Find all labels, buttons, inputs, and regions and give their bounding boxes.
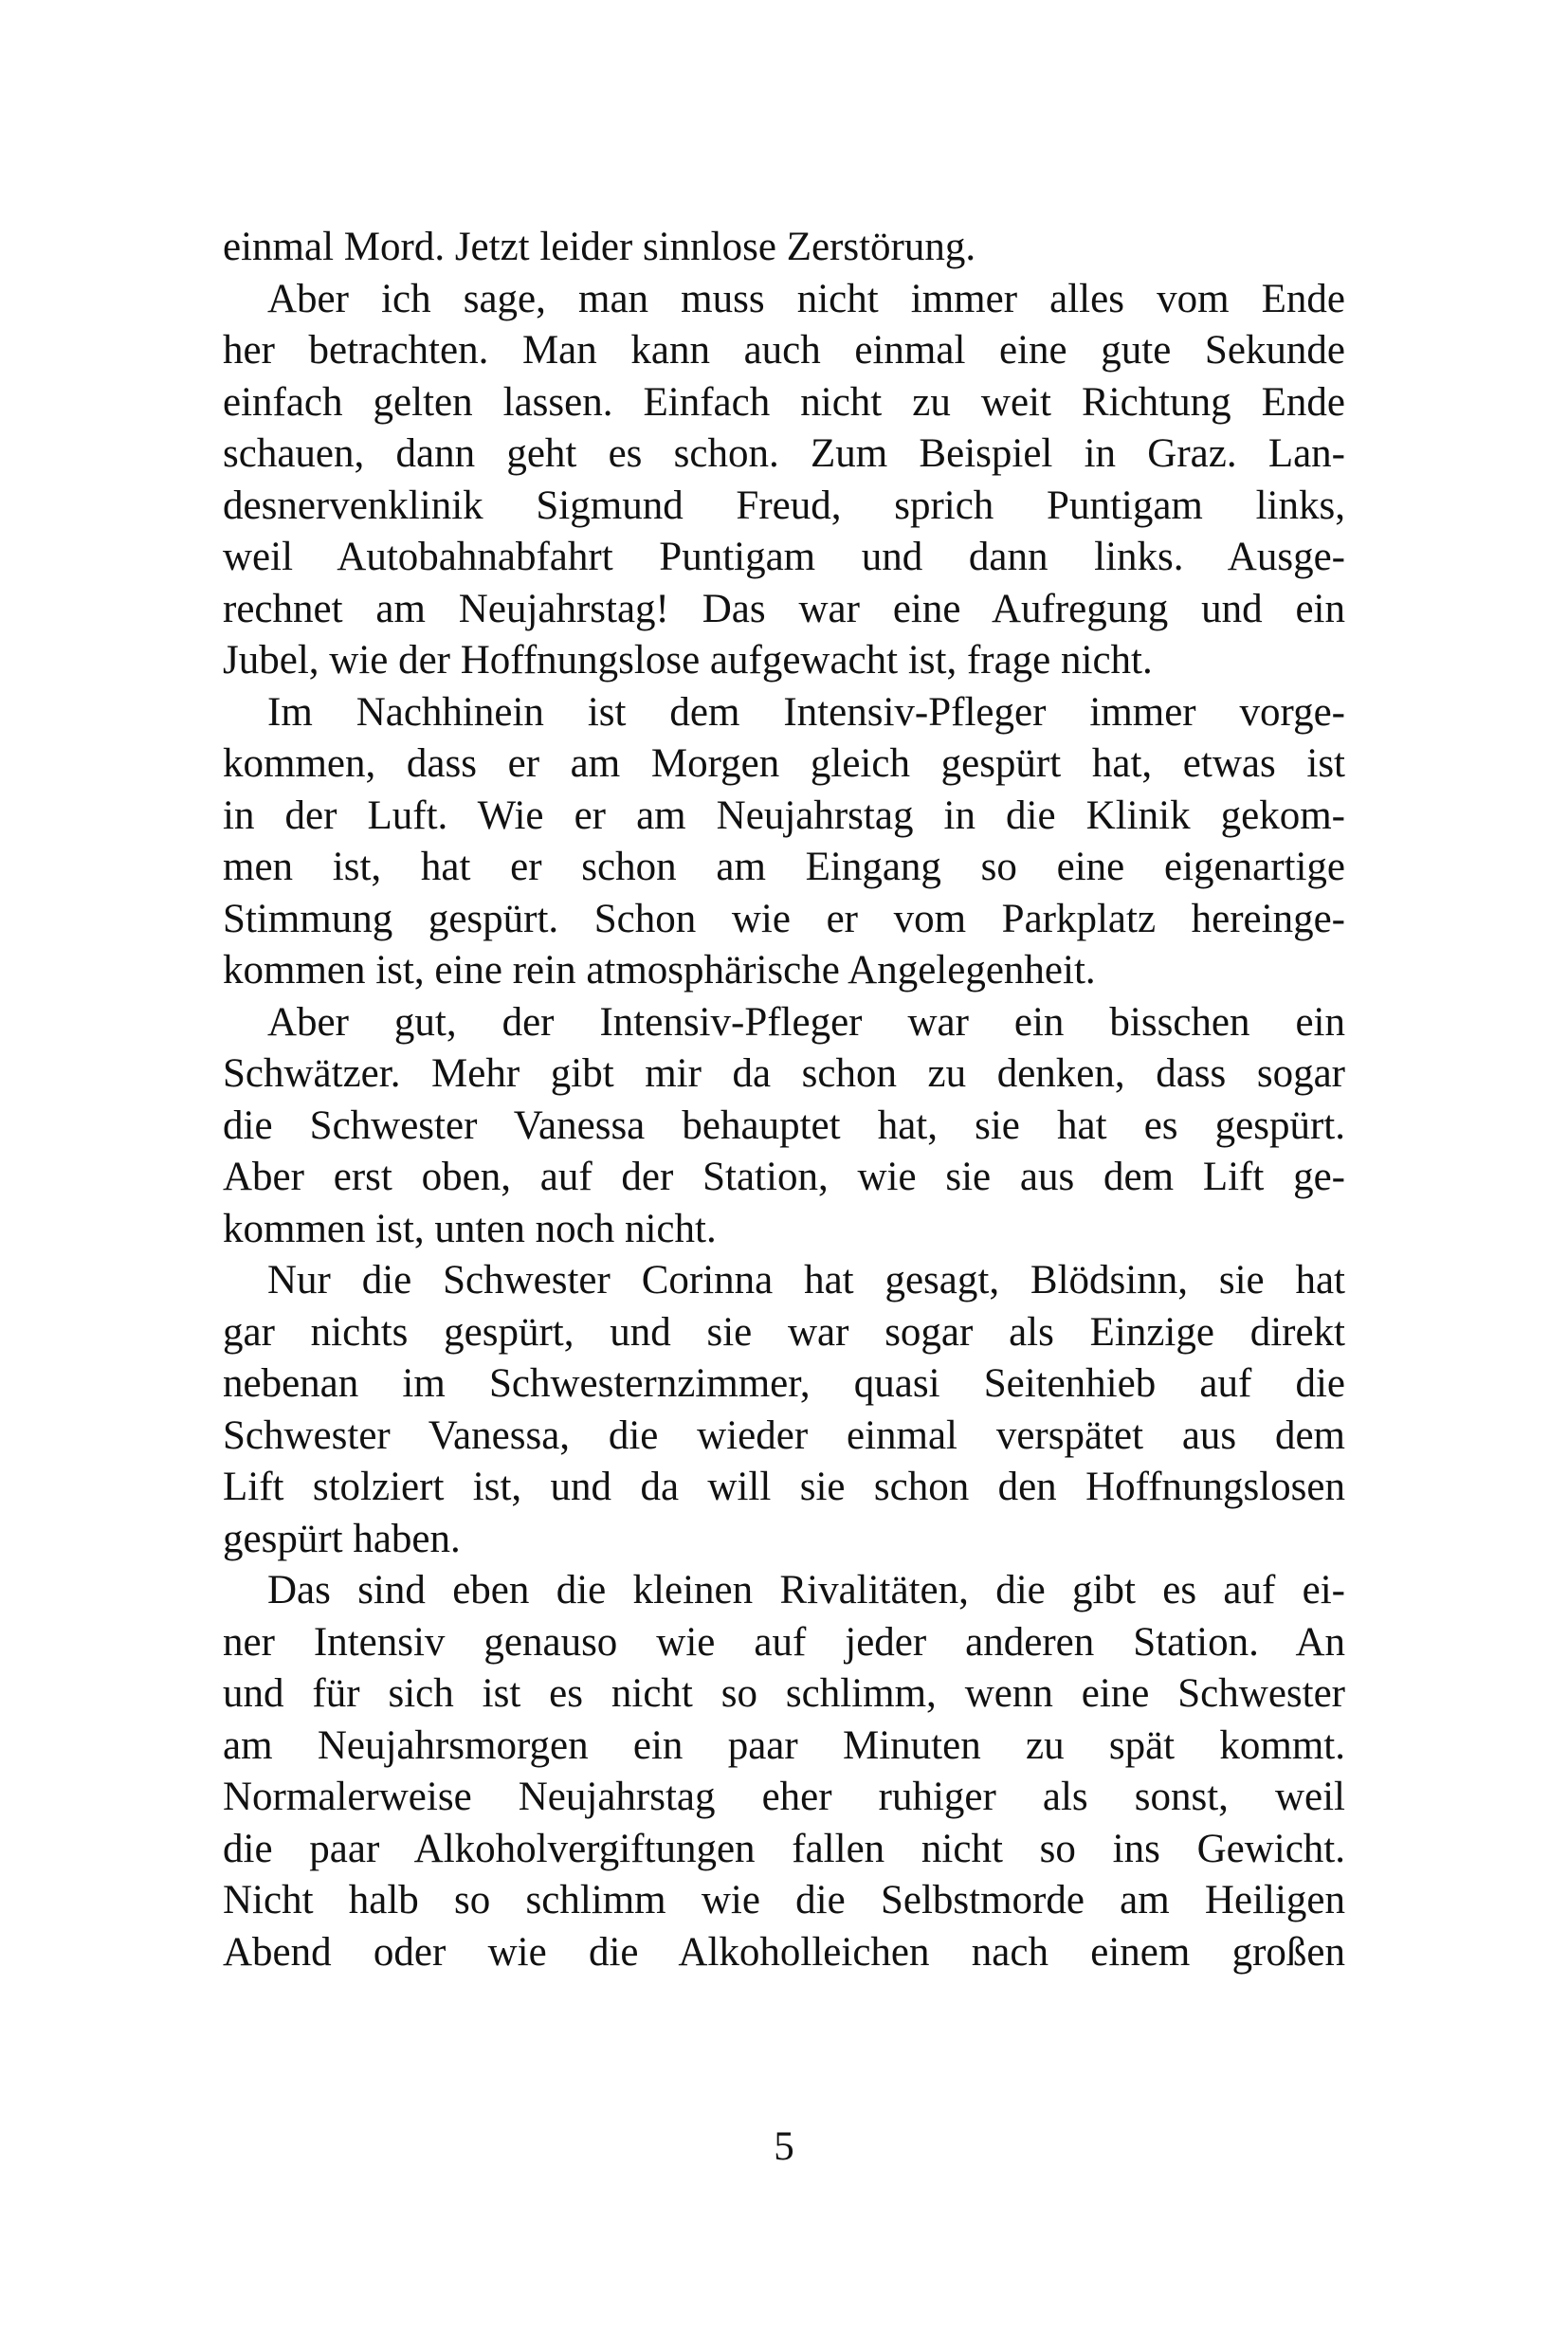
text-line: die paar Alkoholvergiftungen fallen nicht so ins Gewicht.	[223, 1826, 1345, 1871]
text-line: in der Luft. Wie er am Neujahrstag in die Klinik gekom-	[223, 792, 1345, 838]
text-line: einfach gelten lassen. Einfach nicht zu weit Richtung Ende	[223, 379, 1345, 425]
text-line: Aber ich sage, man muss nicht immer alles vom Ende	[267, 276, 1345, 321]
body-text	[223, 222, 1345, 1978]
text-line: desnervenklinik Sigmund Freud, sprich Puntigam links,	[223, 483, 1345, 528]
page-number: 5	[774, 2124, 794, 2169]
text-line: am Neujahrsmorgen ein paar Minuten zu spät kommt.	[223, 1722, 1345, 1768]
text-line: Schwester Vanessa, die wieder einmal verspätet aus dem	[223, 1412, 1345, 1458]
text-line: men ist, hat er schon am Eingang so eine eigenartige	[223, 845, 1345, 889]
text-line: Jubel, wie der Hoffnungslose aufgewacht ist, frage nicht.	[223, 638, 1153, 683]
text-line: gar nichts gespürt, und sie war sogar als Einzige direkt	[223, 1309, 1345, 1355]
text-line: weil Autobahnabfahrt Puntigam und dann links. Ausge-	[223, 535, 1345, 579]
text-line: gespürt haben.	[223, 1516, 461, 1561]
text-line: schauen, dann geht es schon. Zum Beispiel in Graz. Lan-	[223, 431, 1345, 476]
text-line: kommen ist, eine rein atmosphärische Angelegenheit.	[223, 948, 1096, 993]
text-line: rechnet am Neujahrstag! Das war eine Aufregung und ein	[223, 586, 1345, 631]
text-line: Nur die Schwester Corinna hat gesagt, Blödsinn, sie hat	[267, 1258, 1345, 1303]
text-line: und für sich ist es nicht so schlimm, wenn eine Schwester	[223, 1671, 1345, 1716]
text-line: her betrachten. Man kann auch einmal eine gute Sekunde	[223, 328, 1345, 373]
text-line: einmal Mord. Jetzt leider sinnlose Zerstörung.	[223, 225, 976, 269]
text-line: nebenan im Schwesternzimmer, quasi Seitenhieb auf die	[223, 1361, 1345, 1406]
text-line: Stimmung gespürt. Schon wie er vom Parkplatz hereinge-	[223, 896, 1345, 941]
text-line: ner Intensiv genauso wie auf jeder anderen Station. An	[223, 1619, 1345, 1665]
text-line: kommen ist, unten noch nicht.	[223, 1206, 717, 1251]
text-line: kommen, dass er am Morgen gleich gespürt hat, etwas ist	[223, 741, 1345, 786]
text-line: Lift stolziert ist, und da will sie schon den Hoffnungslosen	[223, 1465, 1345, 1509]
text-line: Abend oder wie die Alkoholleichen nach einem großen	[223, 1929, 1345, 1975]
text-line: Im Nachhinein ist dem Intensiv-Pfleger immer vorge-	[267, 689, 1345, 735]
text-line: Schwätzer. Mehr gibt mir da schon zu denken, dass sogar	[223, 1051, 1345, 1096]
text-line: Aber gut, der Intensiv-Pfleger war ein bisschen ein	[267, 999, 1345, 1045]
text-line: Das sind eben die kleinen Rivalitäten, die gibt es auf ei-	[267, 1568, 1345, 1612]
text-line: Aber erst oben, auf der Station, wie sie aus dem Lift ge-	[223, 1155, 1345, 1199]
text-line: Nicht halb so schlimm wie die Selbstmorde am Heiligen	[223, 1878, 1345, 1922]
text-line: Normalerweise Neujahrstag eher ruhiger als sonst, weil	[223, 1775, 1345, 1819]
text-line: die Schwester Vanessa behauptet hat, sie hat es gespürt.	[223, 1102, 1345, 1148]
